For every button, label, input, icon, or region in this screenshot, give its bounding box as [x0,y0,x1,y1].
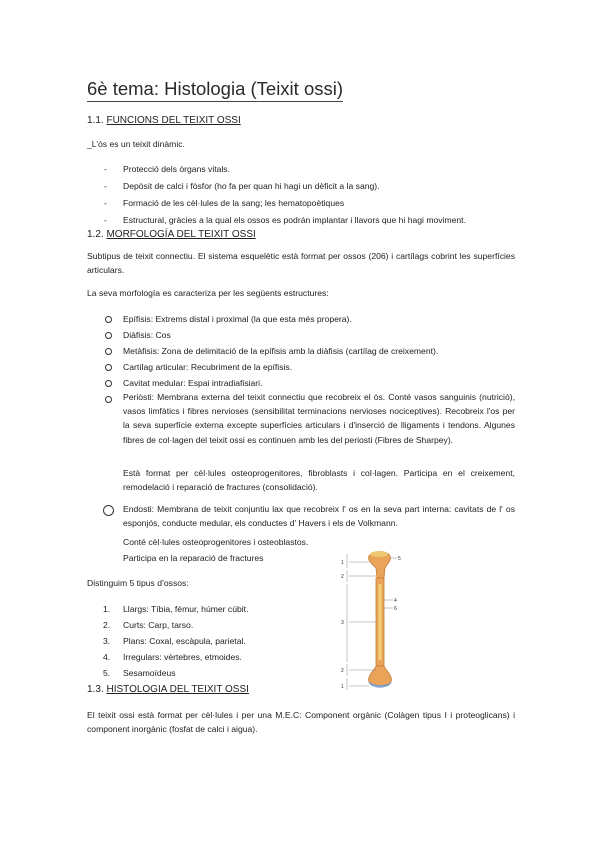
figure-label: 1 [341,684,344,690]
long-bone-figure [335,548,415,693]
list-item: Metàfisis: Zona de delimitació de la epífisis amb la diàfisis (cartílag de creixement). [123,346,439,356]
dash-marker: - [104,215,107,225]
bullet-circle-icon [105,316,112,323]
figure-label: 2 [341,668,344,674]
figure-label: 6 [394,606,397,612]
list-item: Protecció dels òrgans vitals. [123,164,230,174]
periosti-paragraph: Està format per cèl·lules osteoprogenitores, fibroblasts i col·lagen. Participa en el creixement, remodelació i reparació de fractures (consolidació). [123,468,515,493]
endosti-paragraph: Conté cèl·lules osteoprogenitores i osteoblastos. [123,537,309,547]
section-number: 1.3. [87,684,104,695]
list-item: Irregulars: vèrtebres, etmoides. [123,652,242,662]
list-item: Curts: Carp, tarso. [123,620,194,630]
figure-label: 4 [394,598,397,604]
list-item: Sesamoïdeus [123,668,176,678]
list-item: Llargs: Tíbia, fémur, húmer cúbit. [123,604,249,614]
figure-label: 5 [398,556,401,562]
figure-label: 1 [341,560,344,566]
figure-label: 3 [341,620,344,626]
distal-epiphysis [369,666,392,686]
dash-marker: - [104,164,107,174]
list-number: 5. [103,668,111,678]
section-heading-histologia [87,684,249,695]
section-number: 1.1. [87,115,104,126]
list-item: Plans: Coxal, escàpula, parietal. [123,636,246,646]
section-title: MORFOLOGÍA DEL TEIXIT OSSI [106,229,256,240]
dash-marker: - [104,198,107,208]
list-item: Cavitat medular: Espai intradiafisiari. [123,378,263,388]
medullary-cavity [379,584,382,660]
bullet-circle-icon [105,348,112,355]
paragraph: La seva morfología es caracteriza per les següents estructures: [87,288,329,298]
intro-text: _L’ós es un teixit dinàmic. [87,139,185,149]
list-item: Formació de les cèl·lules de la sang; les hematopoètiques [123,198,345,208]
bullet-circle-icon [103,505,114,516]
section-heading-morfologia [87,229,256,240]
bullet-circle-icon [105,332,112,339]
endosti-paragraph: Participa en la reparació de fractures [123,553,264,563]
section-number: 1.2. [87,229,104,240]
paragraph: El teixit ossi està format per cèl·lules i per una M.E.C: Component orgànic (Colàgen tipus I i proteoglicans) i component inorgànic (fosfat de calci i aigua). [87,710,515,735]
section-heading-funcions [87,115,241,126]
list-item: Epífisis: Extrems distal i proximal (la que esta més propera). [123,314,352,324]
endosti-paragraph: Endosti: Membrana de teixit conjuntiu lax que recobreix l' os en la seva part interna: cavitats de l' os esponjós, conducte medular, els conductes d' Havers i els de Volkmann. [123,504,515,529]
list-number: 1. [103,604,111,614]
list-item: Depòsit de calci i fòsfor (ho fa per quan hi hagi un dèficit a la sang). [123,181,380,191]
paragraph: Subtipus de teixit connectiu. El sistema esquelètic està format per ossos (206) i cartílags cobrint les superfícies articulars. [87,251,515,276]
list-number: 3. [103,636,111,646]
articular-cartilage [370,551,388,557]
periosti-paragraph: Periòsti: Membrana externa del teixit connectiu que recobreix el òs. Conté vasos sanguinis (nutrició), vasos limfàtics i fibres nervioses (sensibilitat terminacions nervioses nociceptives). Recobreix l'os per la seva superfície externa excepte superfícies articulars i d'inserció de lligaments i tendons. Algunes fibres de col·lagen del teixit ossi es continuen amb les del periosti (Fibres de Sharpey). [123,392,515,445]
list-item: Cartílag articular: Recubriment de la epífisis. [123,362,293,372]
section-title: FUNCIONS DEL TEIXIT OSSI [106,115,241,126]
bullet-circle-icon [105,396,112,403]
section-title: HISTOLOGIA DEL TEIXIT OSSI [106,684,249,695]
list-item: Diàfisis: Cos [123,330,171,340]
page-title: 6è tema: Histologia (Teixit ossi) [87,78,343,102]
paragraph: Distinguim 5 tipus d’ossos: [87,578,189,588]
list-item: Estructural, gràcies a la qual els ossos es podrán implantar i llavors que hi hagi moviment. [123,215,466,225]
dash-marker: - [104,181,107,191]
bullet-circle-icon [105,364,112,371]
bullet-circle-icon [105,380,112,387]
list-number: 2. [103,620,111,630]
list-number: 4. [103,652,111,662]
figure-label: 2 [341,574,344,580]
